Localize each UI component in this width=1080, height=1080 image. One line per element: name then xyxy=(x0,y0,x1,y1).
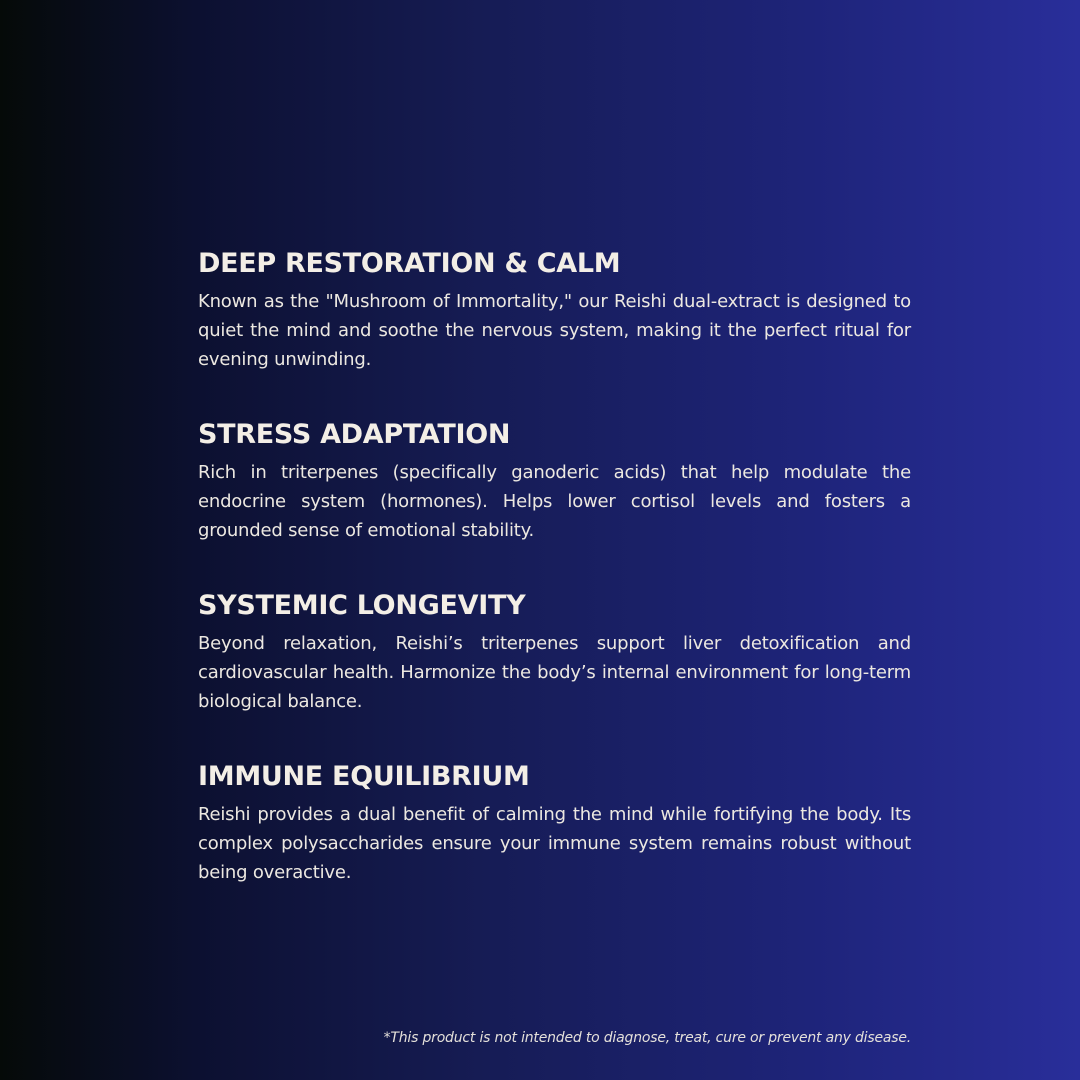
section-heading: DEEP RESTORATION & CALM xyxy=(198,248,621,279)
section-heading: IMMUNE EQUILIBRIUM xyxy=(198,761,530,792)
section-heading: SYSTEMIC LONGEVITY xyxy=(198,590,526,621)
section-heading: STRESS ADAPTATION xyxy=(198,419,511,450)
benefits-content xyxy=(198,247,911,931)
section-body: Beyond relaxation, Reishi’s triterpenes support liver detoxification and cardiovascular health. Harmonize the body’s internal environment for long-term biological balance. xyxy=(198,633,911,712)
benefit-section-stress xyxy=(198,418,911,589)
section-body: Known as the "Mushroom of Immortality," our Reishi dual-extract is designed to quiet the mind and soothe the nervous system, making it the perfect ritual for evening unwinding. xyxy=(198,291,911,370)
benefit-section-immune xyxy=(198,760,911,931)
benefit-section-longevity xyxy=(198,589,911,760)
benefit-section-restoration xyxy=(198,247,911,418)
section-body: Rich in triterpenes (specifically ganoderic acids) that help modulate the endocrine system (hormones). Helps lower cortisol levels and fosters a grounded sense of emotional stability. xyxy=(198,462,911,541)
section-body: Reishi provides a dual benefit of calming the mind while fortifying the body. Its complex polysaccharides ensure your immune system remains robust without being overactive. xyxy=(198,804,911,883)
disclaimer-text: *This product is not intended to diagnose, treat, cure or prevent any disease. xyxy=(383,1030,911,1046)
